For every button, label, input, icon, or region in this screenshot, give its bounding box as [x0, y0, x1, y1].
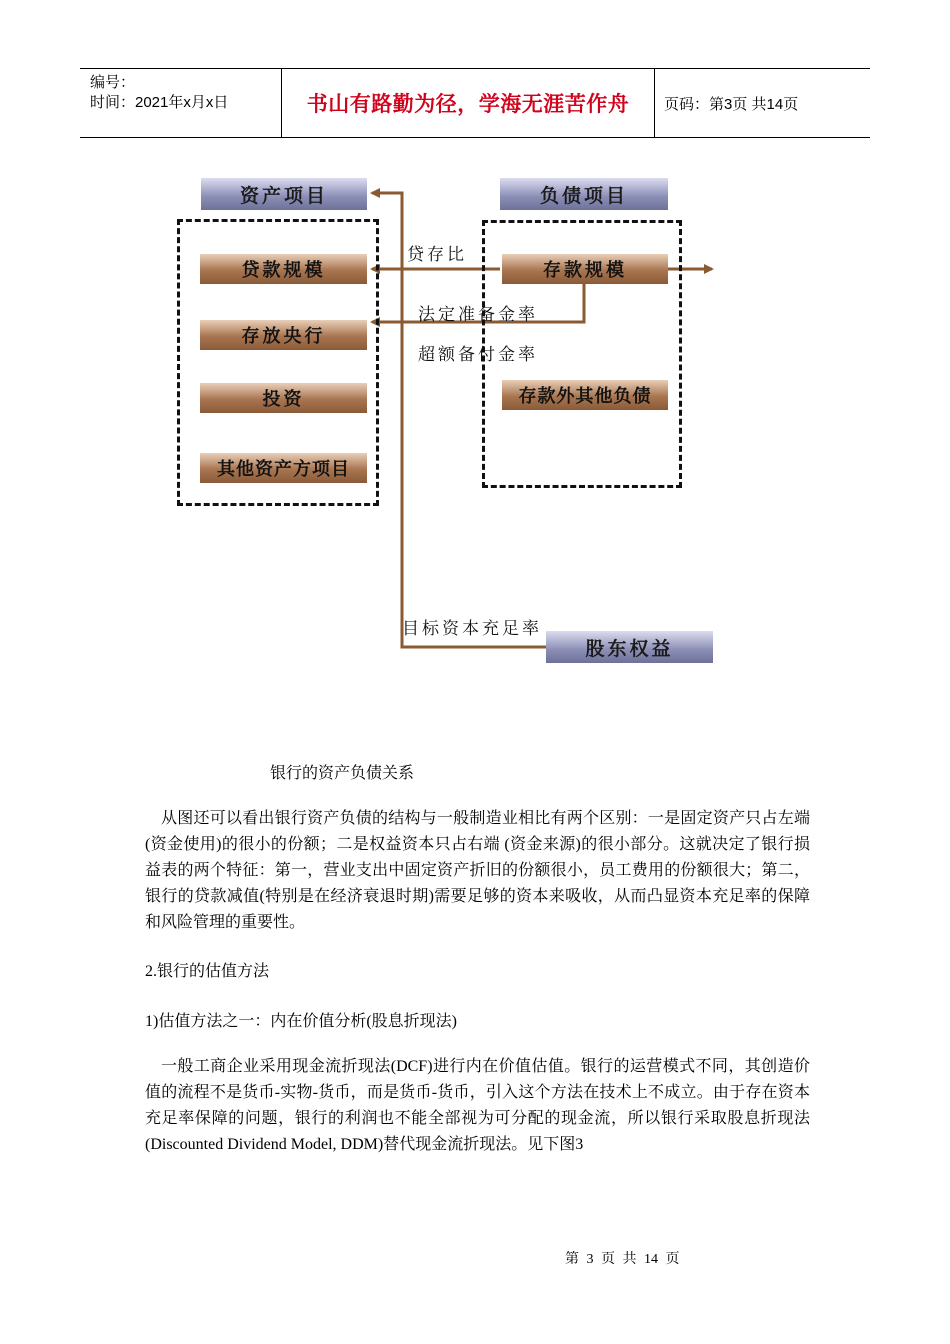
equity-box: 股东权益 — [546, 631, 713, 663]
assets-title: 资产项目 — [201, 178, 367, 210]
page-footer: 第 3 页 共 14 页 — [565, 1252, 680, 1267]
label-excess-reserve: 超额备付金率 — [418, 345, 538, 365]
asset-item-other: 其他资产方项目 — [200, 453, 367, 483]
liability-item-other: 存款外其他负债 — [502, 380, 668, 410]
asset-item-loans: 贷款规模 — [200, 254, 367, 284]
liability-item-deposits: 存款规模 — [502, 254, 668, 284]
paragraph-2: 一般工商企业采用现金流折现法(DCF)进行内在价值估值。银行的运营模式不同，其创造价值的流程不是货币-实物-货币，而是货币-货币，引入这个方法在技术上不成立。由于存在资本充足率保障的问题，银行的利润也不能全部视为可分配的现金流，所以银行采取股息折现法(Discounted Dividend Model, DDM)替代现金流折现法。见下图3 — [145, 1058, 810, 1153]
label-loan-deposit-ratio: 贷存比 — [407, 245, 467, 265]
label-target-capital-adequacy: 目标资本充足率 — [402, 619, 542, 639]
asset-item-investment: 投资 — [200, 383, 367, 413]
label-statutory-reserve: 法定准备金率 — [418, 305, 538, 325]
liabilities-title: 负债项目 — [500, 178, 668, 210]
asset-item-central-bank: 存放央行 — [200, 320, 367, 350]
paragraph-1: 从图还可以看出银行资产负债的结构与一般制造业相比有两个区别：一是固定资产只占左端(资金使用)的很小的份额；二是权益资本只占右端 (资金来源)的很小部分。这就决定了银行损益表的两个特征：第一，营业支出中固定资产折旧的份额很小，员工费用的份额很大；第二，银行的贷款减值(特别是在经济衰退时期)需要足够的资本来吸收，从而凸显资本充足率的保障和风险管理的重要性。 — [145, 810, 810, 931]
header-motto: 书山有路勤为径，学海无涯苦作舟 — [281, 69, 655, 137]
figure-caption: 银行的资产负债关系 — [270, 765, 415, 782]
time-label: 时间：2021年x月x日 — [90, 94, 229, 111]
subsection-heading-ddm: 1)估值方法之一：内在价值分析(股息折现法) — [145, 1013, 457, 1030]
section-heading-valuation: 2.银行的估值方法 — [145, 963, 270, 980]
number-label: 编号： — [90, 74, 136, 91]
header-page-info: 页码：第3页 共14页 — [664, 95, 799, 113]
